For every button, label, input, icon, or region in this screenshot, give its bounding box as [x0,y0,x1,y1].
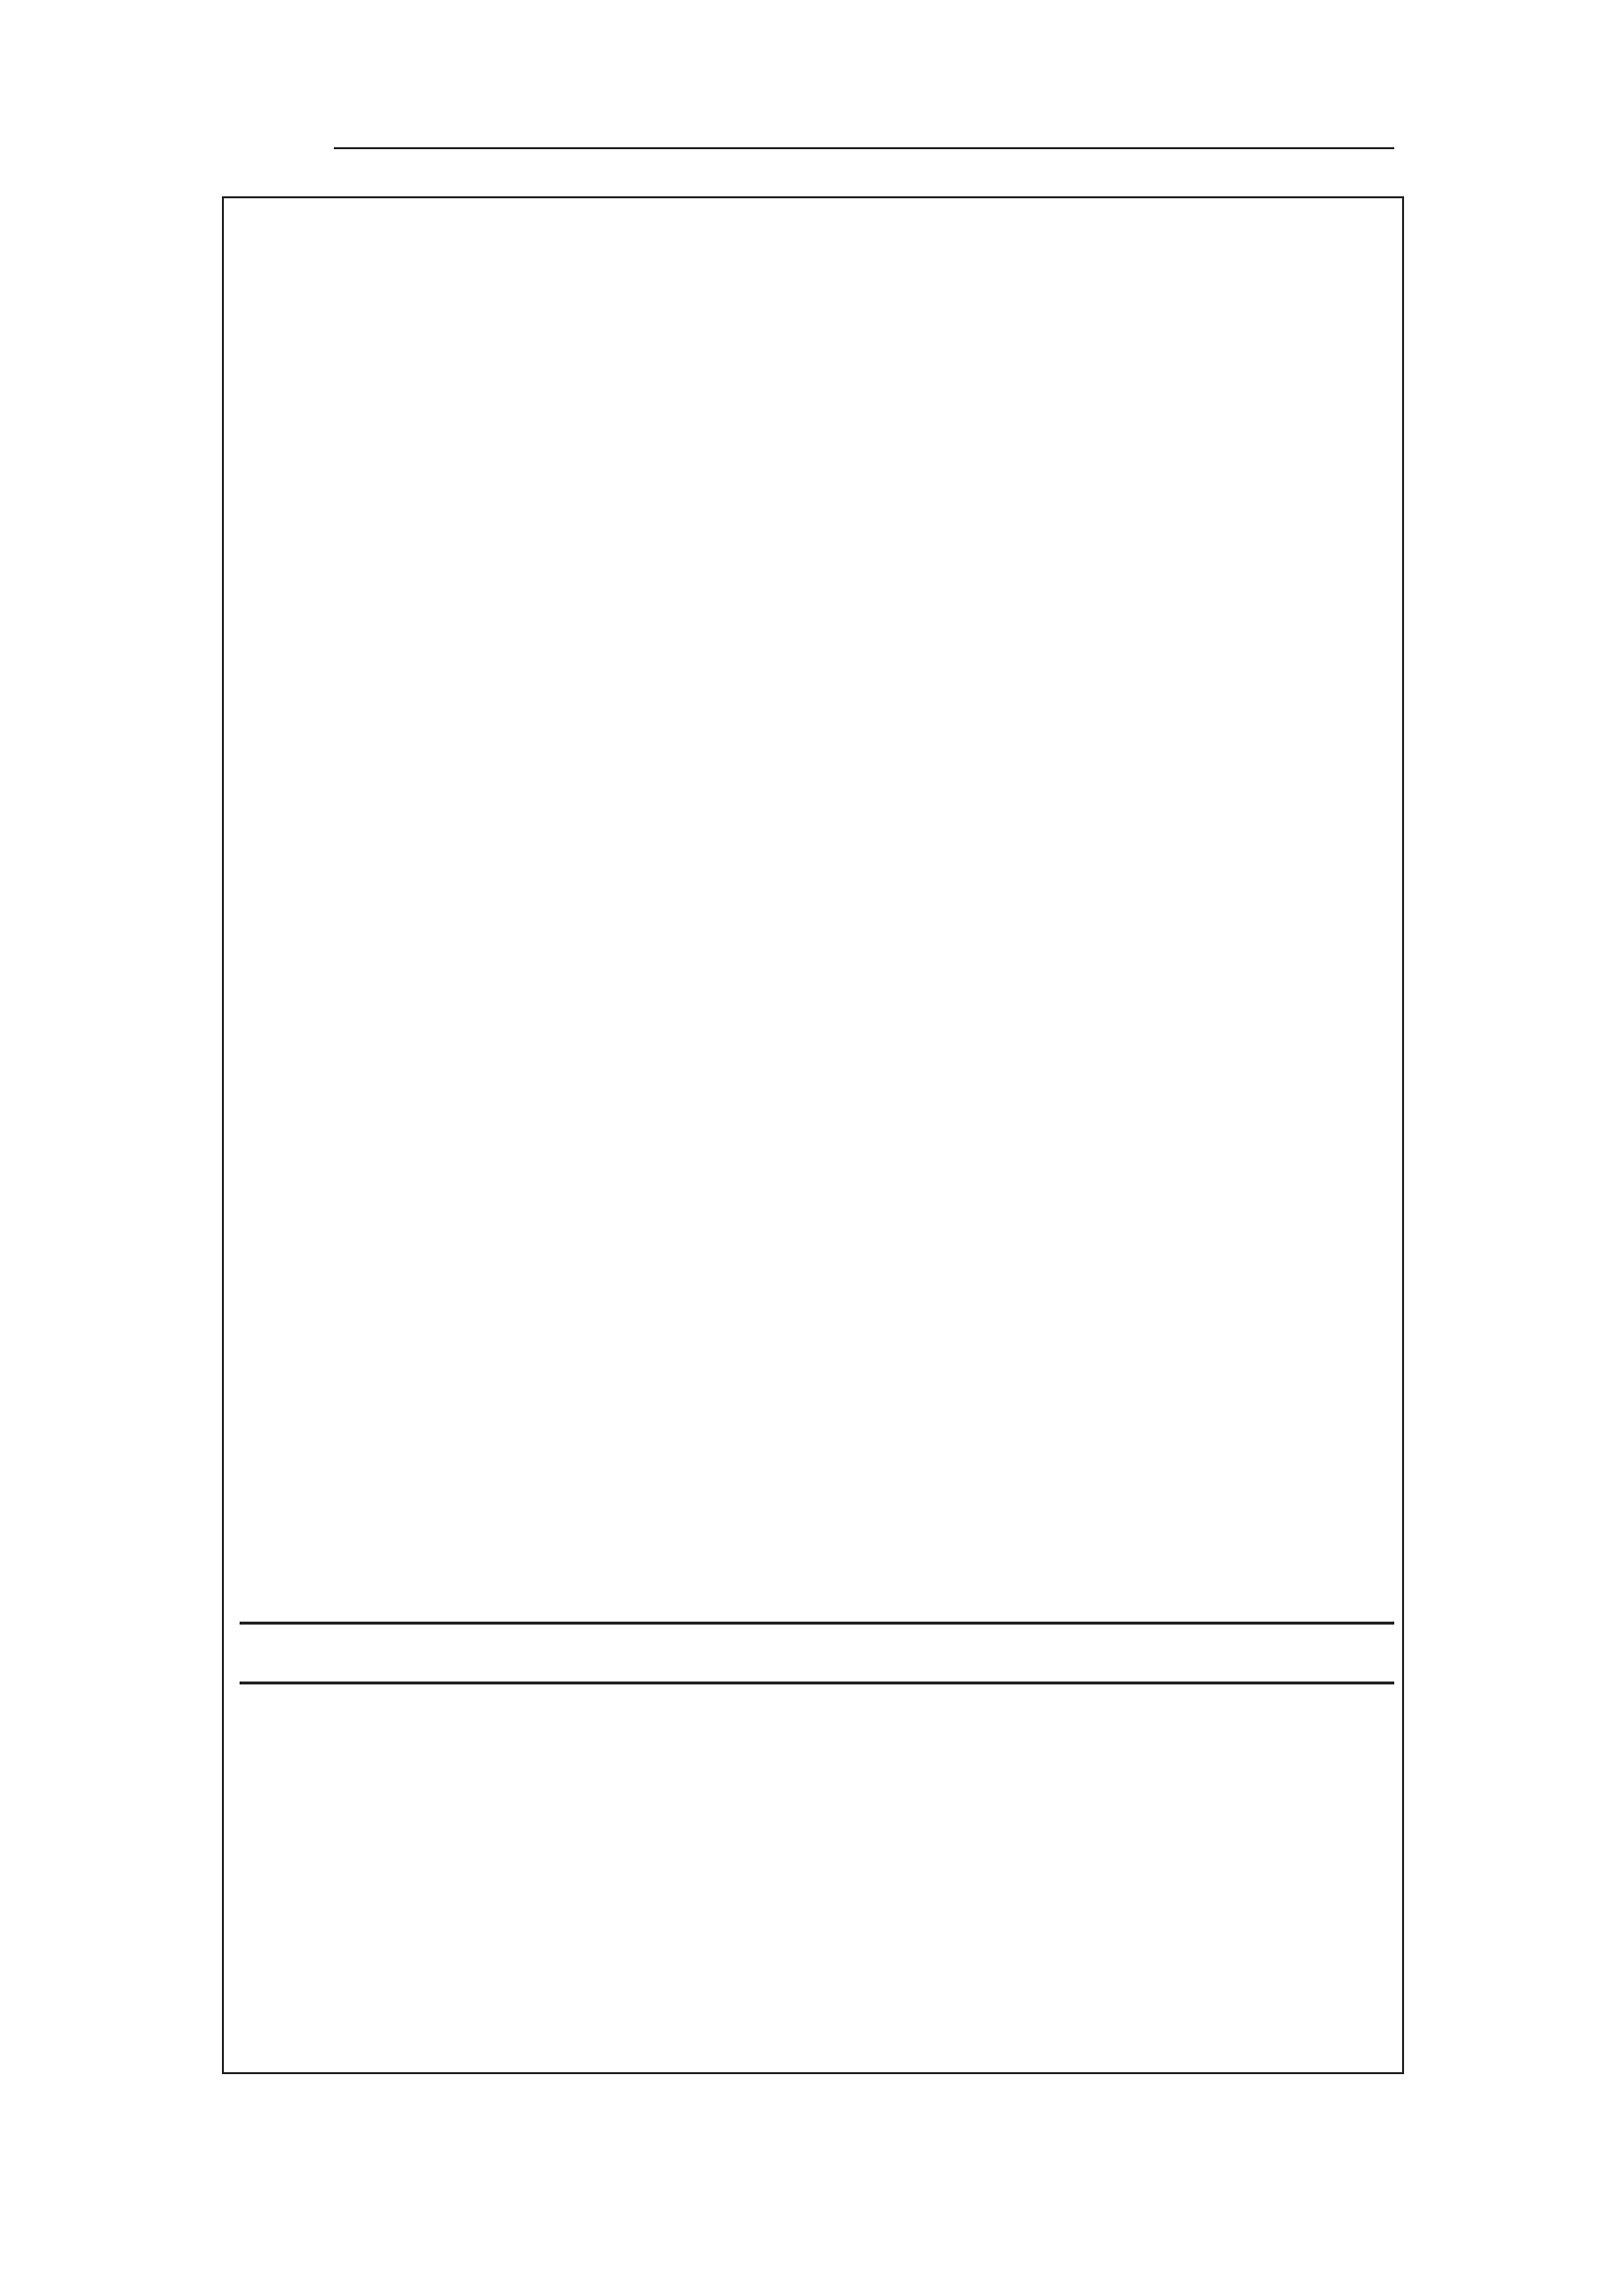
page-frame [222,196,1404,2074]
header-rule [334,147,1394,149]
caption-bottom-rule [240,1682,1394,1684]
caption-top-rule [240,1622,1394,1625]
